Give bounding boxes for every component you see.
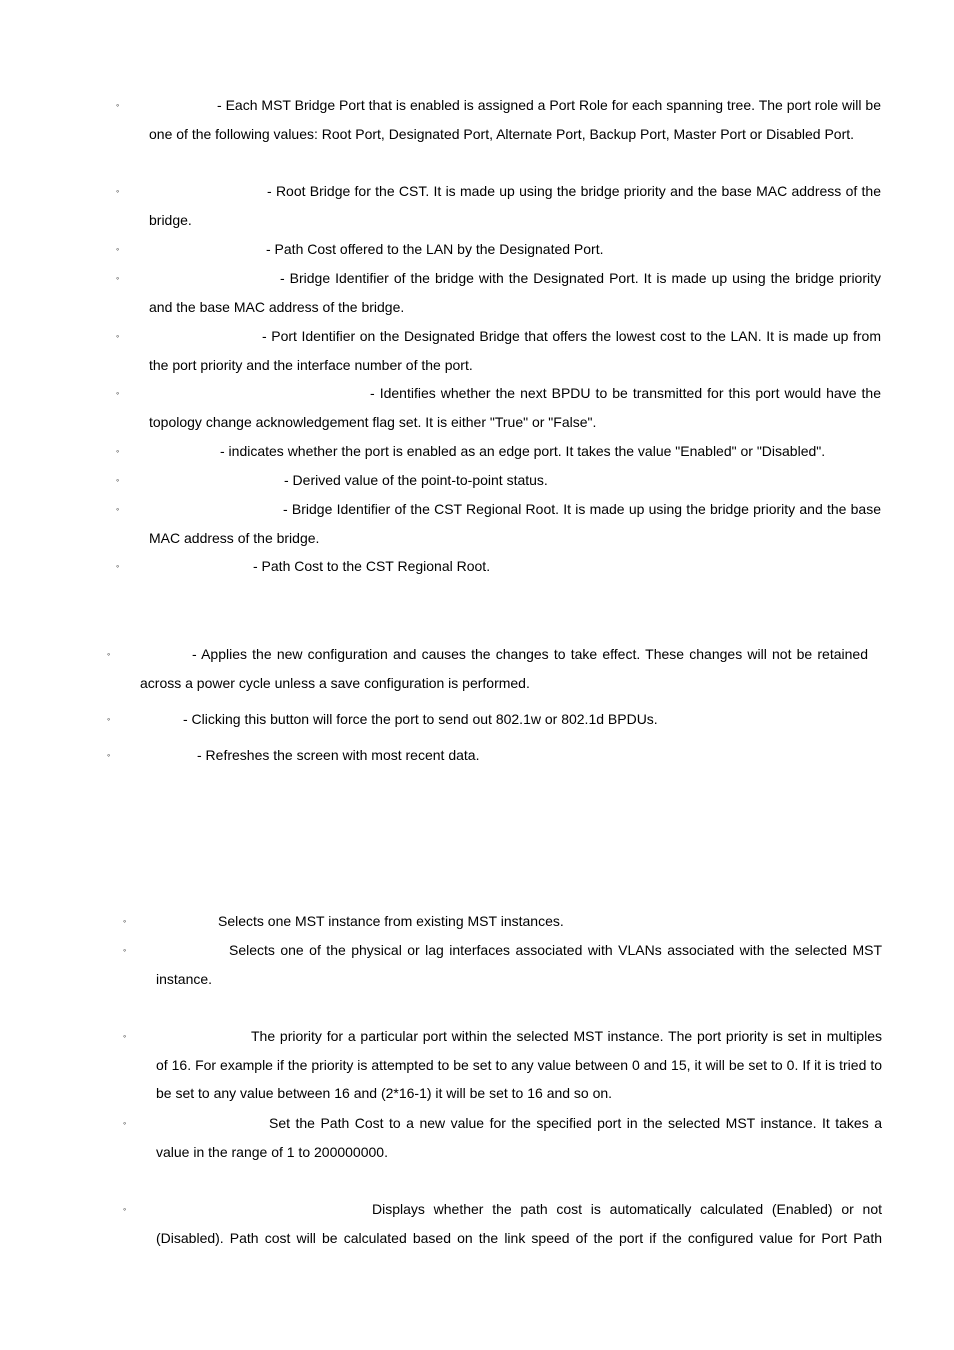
- list-item-designated-port: [116, 322, 881, 379]
- description-text: - Path Cost to the CST Regional Root.: [253, 558, 491, 574]
- list-item-designated-bridge: [116, 264, 881, 321]
- description-text: - indicates whether the port is enabled as an edge port. It takes the value "Enabled" or "Disabled".: [220, 443, 826, 459]
- list-item-topology-change-ack: [116, 379, 881, 436]
- bullet-icon: ◦: [116, 446, 120, 456]
- list-item-port-role: [116, 91, 881, 148]
- bullet-icon: ◦: [116, 186, 120, 196]
- description-text: Set the Path Cost to a new value for the specified port in the selected MST instance. It takes a value in the range of 1 to 200000000.: [156, 1115, 882, 1160]
- description-text: Displays whether the path cost is automatically calculated (Enabled) or not (Disabled). Path cost will be calculated based on the link speed of the port if the configured value for Port Path: [156, 1201, 882, 1246]
- bullet-icon: ◦: [107, 750, 111, 760]
- bullet-icon: ◦: [116, 244, 120, 254]
- description-text: - Path Cost offered to the LAN by the Designated Port.: [266, 241, 604, 257]
- bullet-icon: ◦: [123, 1118, 127, 1128]
- list-item-cst-regional-root: [116, 495, 881, 552]
- description-text: - Bridge Identifier of the CST Regional Root. It is made up using the bridge priority and the base MAC address of the bridge.: [149, 501, 881, 546]
- list-item-refresh-button: [107, 741, 868, 770]
- bullet-icon: ◦: [116, 504, 120, 514]
- description-text: Selects one MST instance from existing MST instances.: [218, 913, 564, 929]
- list-item-auto-path-cost: [123, 1195, 882, 1252]
- list-item-select-port: [123, 936, 882, 993]
- list-item-cst-path-cost: [116, 552, 881, 581]
- bullet-icon: ◦: [116, 100, 120, 110]
- description-text: - Root Bridge for the CST. It is made up using the bridge priority and the base MAC address of the bridge.: [149, 183, 881, 228]
- bullet-icon: ◦: [116, 388, 120, 398]
- description-text: - Each MST Bridge Port that is enabled is assigned a Port Role for each spanning tree. The port role will be one of the following values: Root Port, Designated Port, Alternate Port, Backup Port, Master Port or Disabled Port.: [149, 97, 881, 142]
- list-item-port-priority: [123, 1022, 882, 1108]
- description-text: - Refreshes the screen with most recent data.: [197, 747, 480, 763]
- bullet-icon: ◦: [123, 916, 127, 926]
- description-text: - Identifies whether the next BPDU to be transmitted for this port would have the topology change acknowledgement flag set. It is either "True" or "False".: [149, 385, 881, 430]
- description-text: - Bridge Identifier of the bridge with the Designated Port. It is made up using the bridge priority and the base MAC address of the bridge.: [149, 270, 881, 315]
- list-item-force-button: [107, 705, 868, 734]
- bullet-icon: ◦: [116, 475, 120, 485]
- bullet-icon: ◦: [123, 1204, 127, 1214]
- list-item-point-to-point-status: [116, 466, 881, 495]
- description-text: - Clicking this button will force the port to send out 802.1w or 802.1d BPDUs.: [183, 711, 658, 727]
- bullet-icon: ◦: [116, 331, 120, 341]
- description-text: Selects one of the physical or lag interfaces associated with VLANs associated with the selected MST instance.: [156, 942, 882, 987]
- list-item-submit-button: [107, 640, 868, 697]
- bullet-icon: ◦: [123, 945, 127, 955]
- bullet-icon: ◦: [123, 1031, 127, 1041]
- bullet-icon: ◦: [107, 714, 111, 724]
- bullet-icon: ◦: [107, 649, 111, 659]
- description-text: The priority for a particular port within the selected MST instance. The port priority is set in multiples of 16. For example if the priority is attempted to be set to any value between 0 and 15, it will be set to 0. If it is tried to be set to any value between 16 and (2*16-1) it will be set to 16 and so on.: [156, 1028, 882, 1102]
- description-text: - Port Identifier on the Designated Bridge that offers the lowest cost to the LAN. It is made up from the port priority and the interface number of the port.: [149, 328, 881, 373]
- list-item-select-mst: [123, 907, 882, 936]
- list-item-cst-root: [116, 177, 881, 234]
- list-item-designated-cost: [116, 235, 881, 264]
- list-item-port-path-cost: [123, 1109, 882, 1166]
- bullet-icon: ◦: [116, 561, 120, 571]
- description-text: - Applies the new configuration and causes the changes to take effect. These changes will not be retained across a power cycle unless a save configuration is performed.: [140, 646, 868, 691]
- list-item-edge-port: [116, 437, 881, 466]
- bullet-icon: ◦: [116, 273, 120, 283]
- description-text: - Derived value of the point-to-point status.: [284, 472, 548, 488]
